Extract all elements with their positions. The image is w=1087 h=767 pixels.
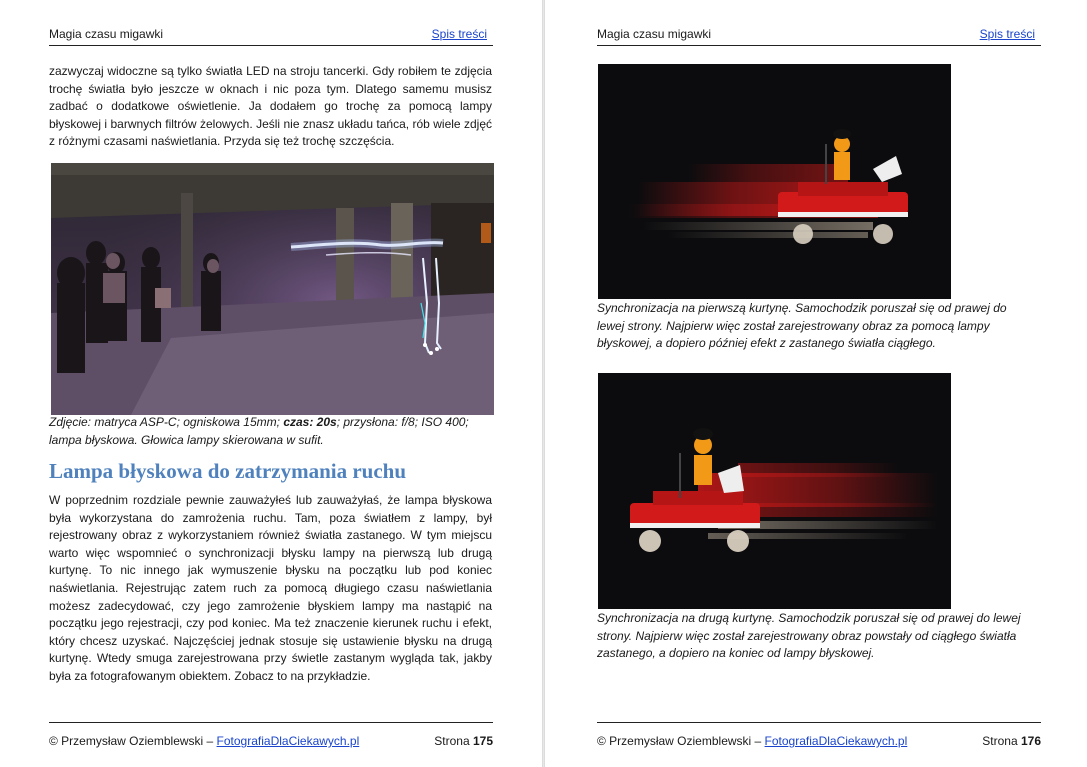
intro-paragraph: zazwyczaj widoczne są tylko światła LED na stroju tancerki. Gdy robiłem te zdjęcia trochę światła było jeszcze w oknach i nic poza tym. Dlatego samemu musisz zadbać o dodatkowe oświetlenie. Ja dodałem go trochę za pomocą lampy błyskowej i barwnych filtrów żelowych. Jeśli nie znasz układu tańca, rób wiele zdjęć z różnymi czasami naświetlania. Przyda się też trochę szczęścia. <box>49 64 492 149</box>
toy-car-first-curtain-photo <box>598 64 951 299</box>
copyright-notice: © Przemysław Oziemblewski – FotografiaDlaCiekawych.pl <box>597 734 908 748</box>
left-page <box>0 0 543 767</box>
photo-caption: Zdjęcie: matryca ASP-C; ogniskowa 15mm; czas: 20s; przysłona: f/8; ISO 400; lampa błyskowa. Głowica lampy skierowana w sufit. <box>49 415 469 447</box>
copyright-notice: © Przemysław Oziemblewski – FotografiaDlaCiekawych.pl <box>49 734 360 748</box>
page-number: Strona 175 <box>434 734 493 748</box>
chapter-title: Magia czasu migawki <box>597 27 712 41</box>
first-curtain-caption: Synchronizacja na pierwszą kurtynę. Samochodzik poruszał się od prawej do lewej strony. Najpierw więc został zarejestrowany obraz za pomocą lampy błyskowej, a dopiero później efekt z zastanego światła ciągłego. <box>597 301 1007 351</box>
right-page <box>545 0 1087 767</box>
section-title: Lampa błyskowa do zatrzymania ruchu <box>49 459 407 483</box>
toy-car-second-curtain-photo <box>598 373 951 609</box>
page-footer <box>49 722 493 748</box>
light-painting-photo <box>51 163 494 415</box>
page-header <box>49 27 493 46</box>
page-header <box>597 27 1041 46</box>
table-of-contents-link[interactable]: Spis treści <box>431 27 487 41</box>
table-of-contents-link[interactable]: Spis treści <box>979 27 1035 41</box>
website-link[interactable]: FotografiaDlaCiekawych.pl <box>764 734 908 748</box>
website-link[interactable]: FotografiaDlaCiekawych.pl <box>216 734 360 748</box>
second-curtain-caption: Synchronizacja na drugą kurtynę. Samochodzik poruszał się od prawej do lewej strony. Najpierw więc został zarejestrowany obraz powstały od ciągłego światła zastanego, a dopiero na koniec od lampy błyskowej. <box>597 611 1021 661</box>
body-paragraph: W poprzednim rozdziale pewnie zauważyłeś lub zauważyłaś, że lampa błyskowa była wykorzystana do zamrożenia ruchu. Tam, poza światłem z lampy, był rejestrowany obraz z wykorzystaniem również światła zastanego. W tym miejscu warto więc wspomnieć o synchronizacji błysku lampy na pierwszą lub drugą kurtynę. To nic innego jak wymuszenie błysku na początku lub pod koniec naświetlania. Rejestrując zatem ruch za pomocą długiego czasu naświetlania możesz zadecydować, czy jego zamrożenie błyskiem lampy ma nastąpić na początku jego rejestracji, czy pod koniec. Ma też znaczenie kierunek ruchu i efekt, który chcesz uzyskać. Najczęściej jednak stosuje się ustawienie błysku na drugą kurtynę. Wtedy smuga zarejestrowana przy świetle zastanym wygląda tak, jakby była za fotografowanym obiektem. Zobacz to na przykładzie. <box>49 493 492 683</box>
chapter-title: Magia czasu migawki <box>49 27 164 41</box>
page-number: Strona 176 <box>982 734 1041 748</box>
page-footer <box>597 722 1041 748</box>
